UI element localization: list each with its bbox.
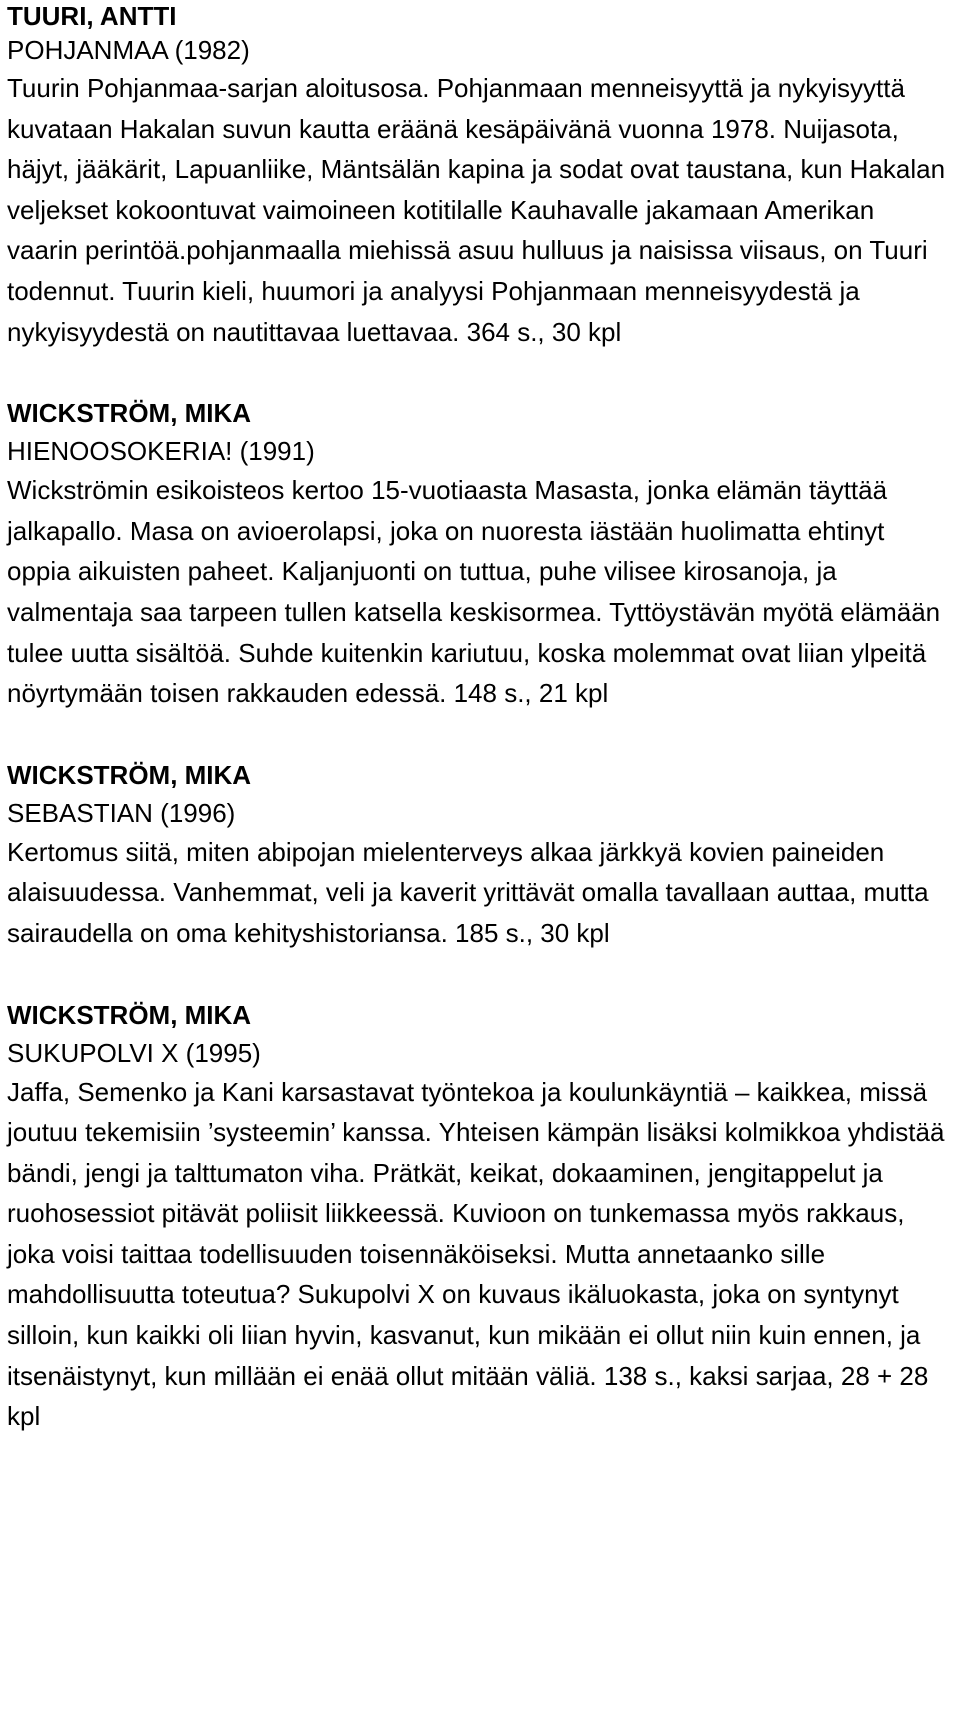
book-title: POHJANMAA (1982) — [7, 35, 250, 65]
book-entry — [7, 0, 952, 352]
entry-spacer — [7, 352, 952, 394]
book-description: Wickströmin esikoisteos kertoo 15-vuotiaasta Masasta, jonka elämän täyttää jalkapallo. Masa on avioerolapsi, joka on nuoresta iästään huolimatta ehtinyt oppia aikuisten paheet. Kaljanjuonti on tuttua, puhe vilisee kirosanoja, ja valmentaja saa tarpeen tullen katsella keskisormea. Tyttöystävän myötä elämään tulee uutta sisältöä. Suhde kuitenkin kariutuu, koska molemmat ovat liian ylpeitä nöyrtymään toisen rakkauden edessä. 148 s., 21 kpl — [7, 475, 941, 709]
book-entry — [7, 996, 952, 1437]
author-name: WICKSTRÖM, MIKA — [7, 398, 252, 429]
author-name: WICKSTRÖM, MIKA — [7, 999, 252, 1030]
book-entry — [7, 756, 952, 954]
entry-spacer — [7, 954, 952, 996]
entry-spacer — [7, 714, 952, 756]
book-description: Tuurin Pohjanmaa-sarjan aloitusosa. Pohjanmaan menneisyyttä ja nykyisyyttä kuvataan Hakalan suvun kautta eräänä kesäpäivänä vuonna 1978. Nuijasota, häjyt, jääkärit, Lapuanliike, Mäntsälän kapina ja sodat ovat taustana, kun Hakalan veljekset kokoontuvat vaimoineen kotitilalle Kauhavalle jakamaan Amerikan vaarin perintöä.pohjanmaalla miehissä asuu hulluus ja naisissa viisaus, on Tuuri todennut. Tuurin kieli, huumori ja analyysi Pohjanmaan menneisyydestä ja nykyisyydestä on nautittavaa luettavaa. 364 s., 30 kpl — [7, 73, 946, 347]
book-description: Jaffa, Semenko ja Kani karsastavat työntekoa ja koulunkäyntiä – kaikkea, missä joutuu tekemisiin ’systeemin’ kanssa. Yhteisen kämpän lisäksi kolmikkoa yhdistää bändi, jengi ja talttumaton viha. Prätkät, keikat, dokaaminen, jengitappelut ja ruohosessiot pitävät poliisit liikkeessä. Kuvioon on tunkemassa myös rakkaus, joka voisi taittaa todellisuuden toisennäköiseksi. Mutta annetaanko sille mahdollisuutta toteutua? Sukupolvi X on kuvaus ikäluokasta, joka on syntynyt silloin, kun kaikki oli liian hyvin, kasvanut, kun mikään ei ollut niin kuin ennen, ja itsenäistynyt, kun millään ei enää ollut mitään väliä. 138 s., kaksi sarjaa, 28 + 28 kpl — [7, 1076, 945, 1432]
book-entry — [7, 394, 952, 714]
book-title: HIENOOSOKERIA! (1991) — [7, 436, 315, 467]
book-title: SEBASTIAN (1996) — [7, 797, 236, 828]
author-name: WICKSTRÖM, MIKA — [7, 759, 252, 790]
book-title: SUKUPOLVI X (1995) — [7, 1037, 261, 1068]
book-description: Kertomus siitä, miten abipojan mielenterveys alkaa järkkyä kovien paineiden alaisuudessa. Vanhemmat, veli ja kaverit yrittävät omalla tavallaan auttaa, mutta sairaudella on oma kehityshistoriansa. 185 s., 30 kpl — [7, 836, 929, 948]
author-name: TUURI, ANTTI — [7, 1, 177, 31]
